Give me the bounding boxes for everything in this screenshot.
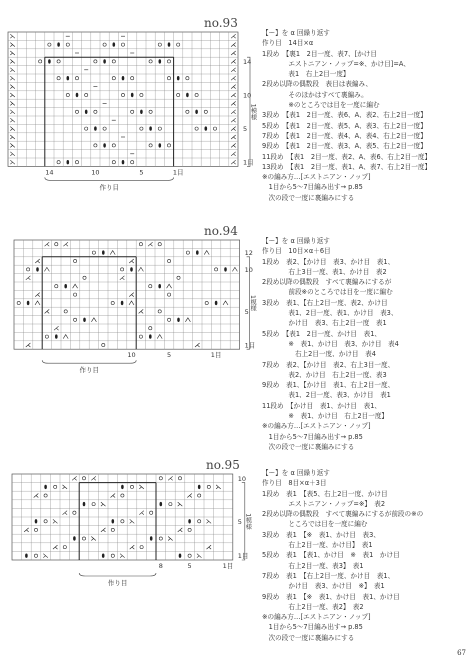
column-number: 1目 bbox=[210, 351, 222, 360]
nupp-symbol bbox=[158, 284, 161, 288]
nupp-symbol bbox=[94, 126, 97, 130]
instruction-line: 【ー】を α 回繰り返す bbox=[262, 29, 330, 37]
column-number: 8 bbox=[158, 562, 163, 570]
nupp-symbol bbox=[186, 93, 189, 97]
nupp-symbol bbox=[177, 76, 180, 80]
instruction-line: 次の段で一度に裏編みにする bbox=[262, 193, 355, 202]
nupp-symbol bbox=[112, 519, 115, 523]
instruction-text bbox=[262, 468, 423, 643]
nupp-symbol bbox=[149, 126, 152, 130]
row-number: 10 bbox=[244, 265, 253, 274]
nupp-symbol bbox=[168, 42, 171, 46]
nupp-symbol bbox=[122, 76, 125, 80]
instruction-line: 右上3目一度、表1、かけ目 表2 bbox=[262, 267, 387, 276]
instruction-line: 右上2目一度、表3】 表1 bbox=[262, 561, 364, 570]
instruction-line: 3段め 表1、【右上2目一度、表2、かけ目 bbox=[262, 298, 388, 307]
repeat-label: 1模様 bbox=[244, 513, 252, 530]
instruction-line: 表1、2目一度、表1、かけ目 表3、 bbox=[262, 309, 398, 318]
nupp-symbol bbox=[160, 502, 163, 506]
nupp-symbol bbox=[198, 485, 201, 489]
instruction-line: 5段め 表1 【表1、かけ目 ※ 表1 かけ目 bbox=[262, 551, 400, 560]
caption-bracket bbox=[42, 360, 136, 363]
nupp-symbol bbox=[27, 301, 30, 305]
instruction-line: 右上2目一度、表2】 表2 bbox=[262, 602, 364, 611]
nupp-symbol bbox=[83, 502, 86, 506]
column-number: 5 bbox=[167, 351, 172, 360]
nupp-symbol bbox=[85, 110, 88, 114]
knitting-chart bbox=[4, 472, 260, 604]
row-number: 10 bbox=[243, 91, 252, 100]
instruction-line: 1目から5〜7目編み出す→ p.85 bbox=[262, 432, 363, 441]
instruction-line: ところでは目を一度に編む bbox=[262, 520, 368, 529]
nupp-symbol bbox=[35, 519, 38, 523]
nupp-symbol bbox=[67, 76, 70, 80]
instruction-line: 表2、かけ目 右上2目一度、表3 bbox=[262, 370, 387, 379]
caption-label: 作り目 bbox=[107, 579, 128, 587]
instruction-line: 11段め 【かけ目 表1、かけ目 表1、 bbox=[262, 401, 381, 410]
nupp-symbol bbox=[55, 334, 58, 338]
nupp-symbol bbox=[103, 59, 106, 63]
instruction-line: エストニアン・ノップ=※、かけ目]=A、 bbox=[262, 59, 410, 68]
chart-grid bbox=[8, 32, 238, 166]
nupp-symbol bbox=[224, 267, 227, 271]
nupp-symbol bbox=[36, 267, 39, 271]
instruction-line: 次の段で一度に裏編みにする bbox=[262, 633, 355, 642]
nupp-symbol bbox=[57, 42, 60, 46]
nupp-symbol bbox=[140, 110, 143, 114]
nupp-symbol bbox=[121, 485, 124, 489]
instruction-line: 9段め 表1 【※ 表1、かけ目 表1、かけ目 bbox=[262, 592, 400, 601]
column-number: 1目 bbox=[172, 168, 184, 177]
instruction-text bbox=[262, 236, 399, 452]
column-number: 5 bbox=[139, 168, 144, 177]
pattern-title: no.93 bbox=[204, 16, 238, 30]
instruction-line: 【ー】を α 回繰り返す bbox=[262, 469, 330, 477]
instruction-line: ※ 表1、かけ目 表3、かけ目 表4 bbox=[262, 339, 399, 348]
nupp-symbol bbox=[76, 93, 79, 97]
nupp-symbol bbox=[113, 42, 116, 46]
knitting-chart bbox=[4, 238, 260, 396]
instruction-line: 右上2目一度、かけ目】 表1 bbox=[262, 541, 373, 550]
caption-bracket bbox=[45, 177, 174, 180]
instruction-line: 作り目 10目×α＋6目 bbox=[262, 247, 331, 256]
row-number: 5 bbox=[237, 517, 242, 526]
instruction-line: 1段め 表2、【かけ目 表3、かけ目 表1、 bbox=[262, 257, 395, 266]
instruction-line: 1目から5〜7目編み出す→ p.85 bbox=[262, 183, 363, 192]
nupp-symbol bbox=[121, 301, 124, 305]
instruction-line: 1段め 表1 【表5、右上2目一度、かけ目 bbox=[262, 489, 388, 498]
instruction-line: 2段め以降の偶数段 表目は表編み、 bbox=[262, 80, 373, 89]
instruction-line: 9段め 表1、【かけ目 表1、右上2目一度、 bbox=[262, 381, 395, 390]
instruction-line: 3段め 【表1 2目一度、表6、A、表2、右上2目一度】 bbox=[262, 111, 427, 120]
nupp-symbol bbox=[188, 519, 191, 523]
nupp-symbol bbox=[25, 554, 28, 558]
column-number: 5 bbox=[187, 562, 192, 570]
instruction-line: 2段め以降の偶数段 すべて裏編みにするが前段の※の bbox=[262, 510, 424, 519]
instruction-line: 作り目 8目×α＋3目 bbox=[262, 479, 327, 488]
column-number: 10 bbox=[127, 351, 136, 360]
instruction-line: 13段め 【表1 2目一度、表1、A、表7、右上2目一度】 bbox=[262, 162, 432, 171]
pattern-title: no.94 bbox=[204, 224, 238, 238]
row-number: 1目 bbox=[244, 341, 256, 350]
instruction-line: 5段め 【表1 2目一度、かけ目 表1、 bbox=[262, 329, 381, 338]
instruction-line: 3段め 表1 【※ 表1、かけ目 表3、 bbox=[262, 530, 380, 539]
instruction-line: 右上2目一度、かけ目 表4 bbox=[262, 350, 376, 359]
column-number: 1目 bbox=[222, 562, 234, 570]
nupp-symbol bbox=[205, 126, 208, 130]
nupp-symbol bbox=[73, 536, 76, 540]
nupp-symbol bbox=[159, 59, 162, 63]
instruction-line: 表1、2目一度、表3、かけ目 表1 bbox=[262, 391, 391, 400]
nupp-symbol bbox=[83, 318, 86, 322]
nupp-symbol bbox=[122, 160, 125, 164]
instruction-line: 1目から5〜7目編み出す→ p.85 bbox=[262, 623, 363, 632]
instruction-line: 表1 右上2目一度】 bbox=[262, 70, 350, 79]
instruction-line: 5段め 【表1 2目一度、表5、A、表3、右上2目一度】 bbox=[262, 121, 427, 130]
row-number: 5 bbox=[243, 125, 248, 134]
knitting-chart bbox=[4, 30, 260, 220]
nupp-symbol bbox=[102, 554, 105, 558]
pattern-title: no.95 bbox=[206, 458, 240, 472]
nupp-symbol bbox=[195, 110, 198, 114]
instruction-line: かけ目 表3、右上2目一度 表1 bbox=[262, 319, 387, 328]
caption-bracket bbox=[79, 573, 156, 576]
instruction-text bbox=[262, 28, 431, 203]
nupp-symbol bbox=[159, 143, 162, 147]
column-number: 14 bbox=[45, 168, 54, 177]
nupp-symbol bbox=[130, 267, 133, 271]
instruction-line: 前段※のところでは目を一度に編む bbox=[262, 288, 393, 297]
row-number: 5 bbox=[244, 307, 249, 316]
repeat-label: 1模様 bbox=[249, 295, 257, 312]
nupp-symbol bbox=[44, 485, 47, 489]
nupp-symbol bbox=[103, 143, 106, 147]
nupp-symbol bbox=[102, 250, 105, 254]
instruction-line: ※のところでは目を一度に編む bbox=[262, 101, 380, 110]
nupp-symbol bbox=[48, 59, 51, 63]
instruction-line: 1段め 【裏1 2目一度、表7、[かけ目 bbox=[262, 49, 377, 58]
instruction-line: ※の編み方…[エストニアン・ノップ] bbox=[262, 173, 371, 182]
nupp-symbol bbox=[64, 284, 67, 288]
instruction-line: 9段め 【表1 2目一度、表3、A、表5、右上2目一度】 bbox=[262, 142, 427, 151]
row-number: 12 bbox=[244, 249, 253, 258]
row-number: 1目 bbox=[237, 552, 249, 561]
instruction-line: 【ー】を α 回繰り返す bbox=[262, 237, 330, 245]
repeat-label: 1模様 bbox=[249, 103, 257, 121]
instruction-line: 7段め 【表1 2目一度、表4、A、表4、右上2目一度】 bbox=[262, 131, 427, 140]
instruction-line: 11段め 【表1 2目一度、表2、A、表6、右上2目一度】 bbox=[262, 152, 432, 161]
page-number: 67 bbox=[457, 649, 466, 657]
instruction-line: 7段め 表2、【かけ目 表2、右上3目一度、 bbox=[262, 360, 395, 369]
nupp-symbol bbox=[215, 301, 218, 305]
instruction-line: そのほかはすべて裏編み。 bbox=[262, 90, 368, 99]
instruction-line: ※の編み方…[エストニアン・ノップ] bbox=[262, 422, 371, 431]
row-number: 14 bbox=[243, 57, 252, 66]
instruction-line: ※ 表1、かけ目 右上2目一度】 bbox=[262, 412, 389, 421]
caption-label: 作り目 bbox=[99, 183, 119, 192]
nupp-symbol bbox=[149, 334, 152, 338]
instruction-line: エストニアン・ノップ=※】 表2 bbox=[262, 499, 386, 508]
nupp-symbol bbox=[179, 554, 182, 558]
instruction-line: かけ目 表3、かけ目 ※】 表1 bbox=[262, 582, 385, 591]
nupp-symbol bbox=[131, 93, 134, 97]
row-number: 10 bbox=[237, 474, 247, 483]
column-number: 10 bbox=[91, 168, 100, 177]
nupp-symbol bbox=[150, 536, 153, 540]
nupp-symbol bbox=[67, 160, 70, 164]
instruction-line: 作り目 14目×α bbox=[262, 39, 314, 48]
instruction-line: 7段め 表1 【右上2目一度、かけ目 表1、 bbox=[262, 571, 395, 580]
instruction-line: ※の編み方…[エストニアン・ノップ] bbox=[262, 613, 371, 622]
nupp-symbol bbox=[196, 250, 199, 254]
nupp-symbol bbox=[177, 318, 180, 322]
caption-label: 作り目 bbox=[79, 366, 99, 375]
instruction-line: 次の段で一度に裏編みにする bbox=[262, 442, 355, 451]
instruction-line: 2段め以降の偶数段 すべて裏編みにするが bbox=[262, 278, 392, 287]
row-number: 1目 bbox=[243, 158, 254, 167]
